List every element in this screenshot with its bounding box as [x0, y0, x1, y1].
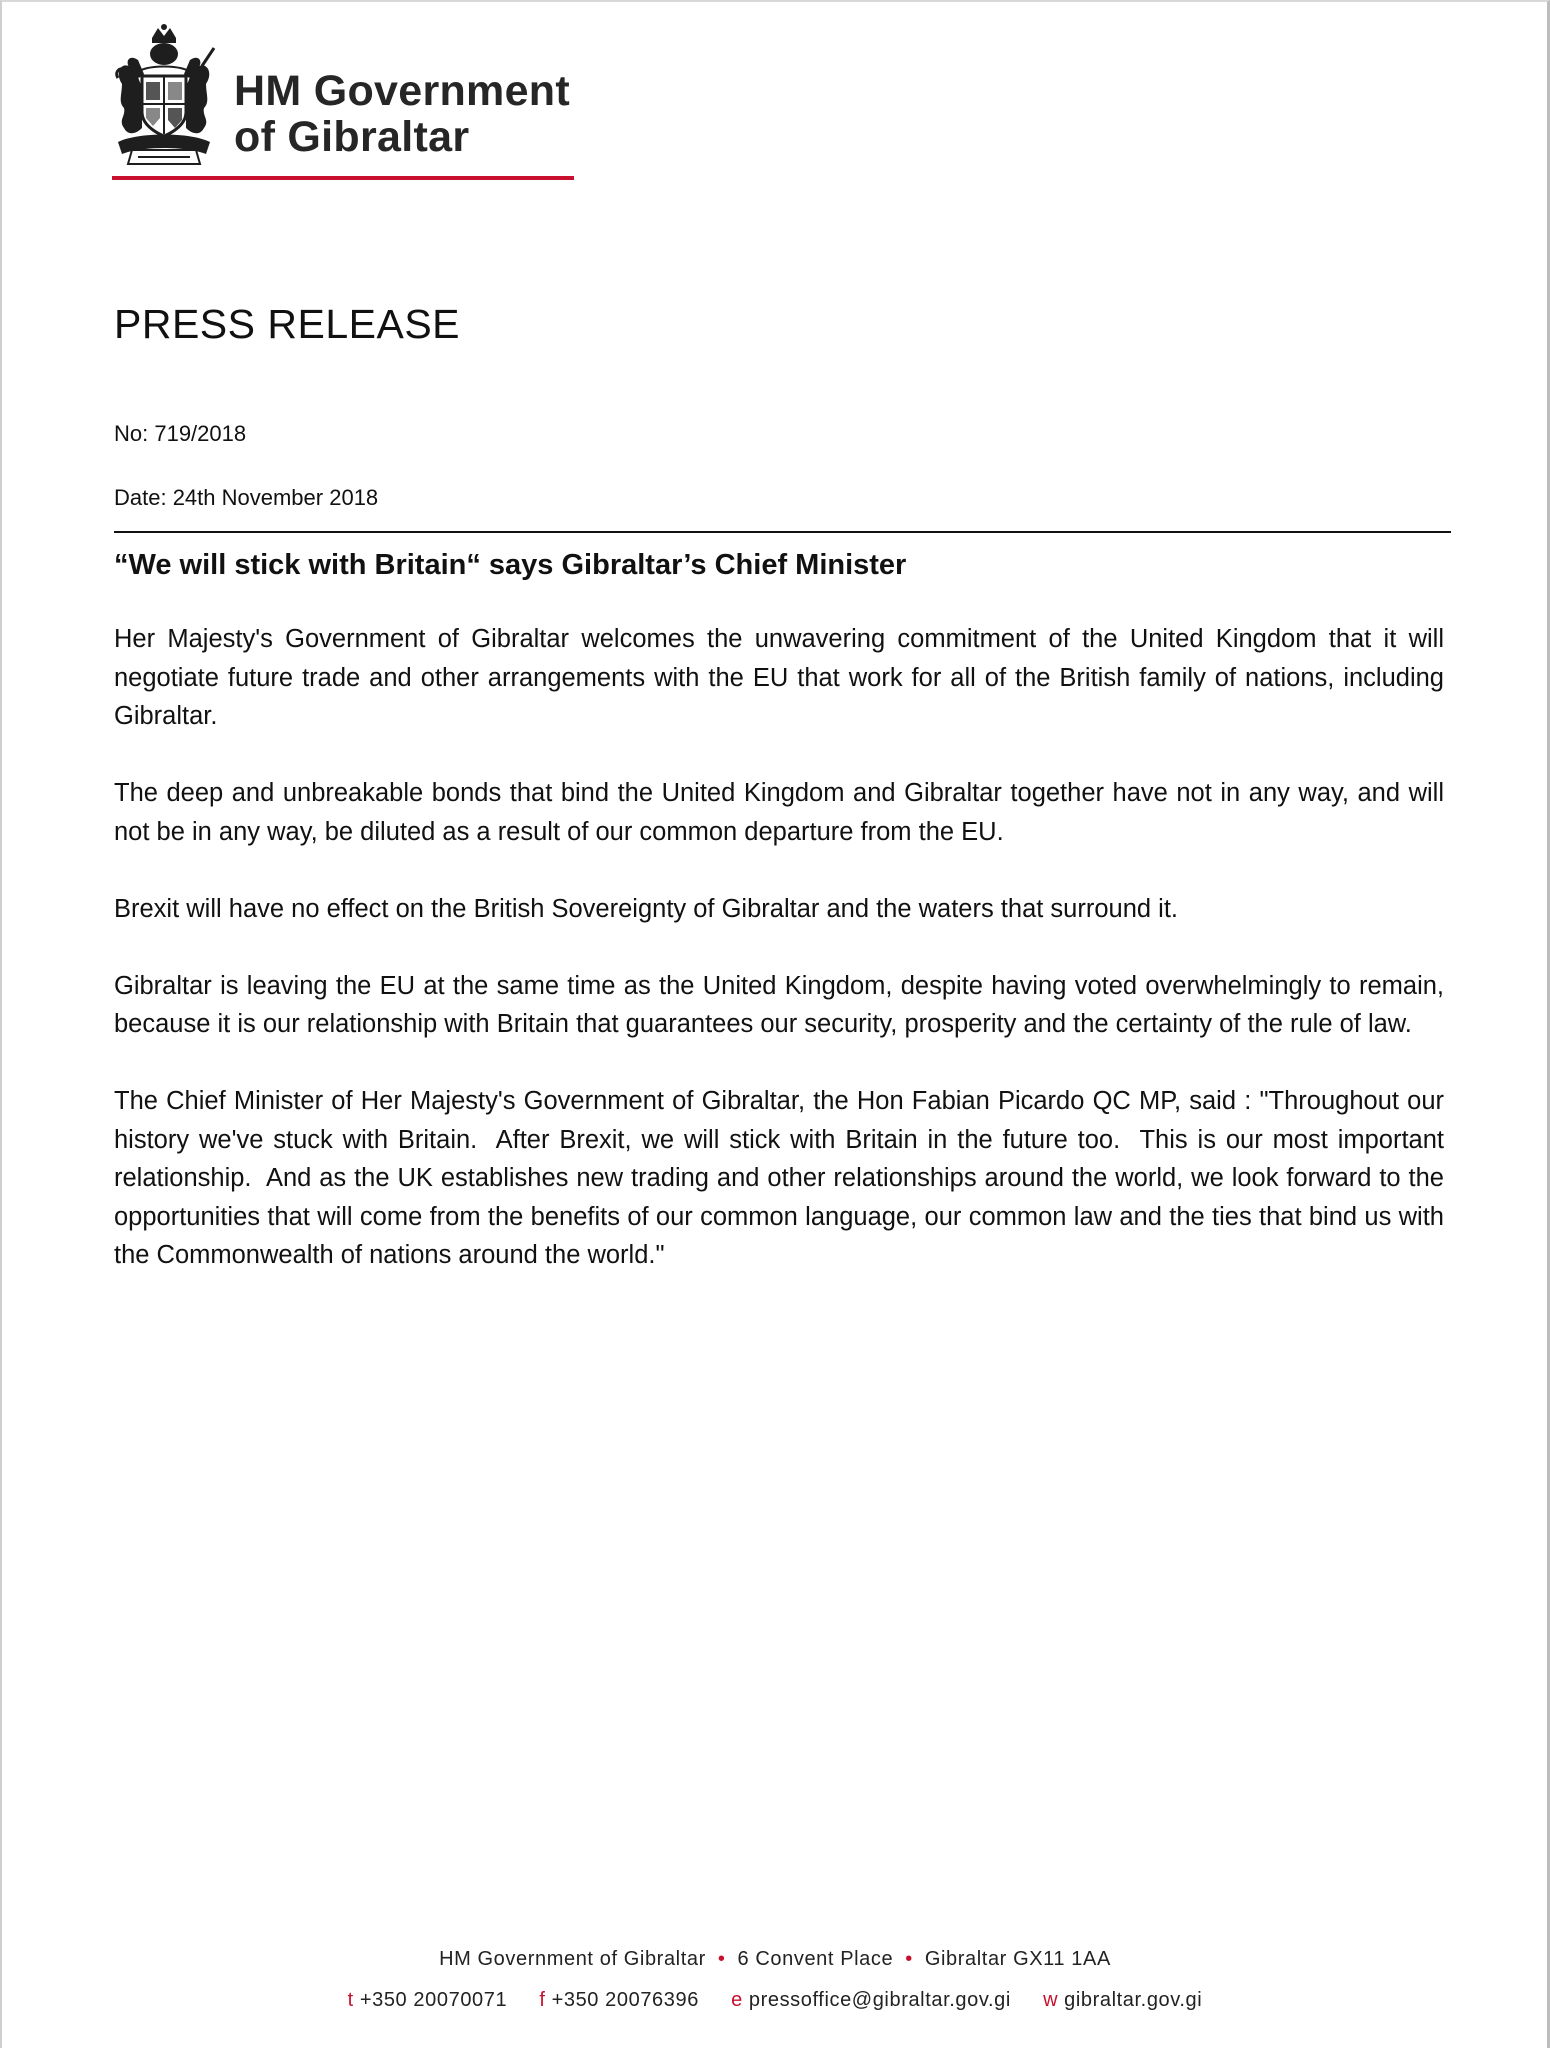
bullet-separator: • [717, 1948, 726, 1970]
release-body [114, 620, 1452, 1313]
title-divider [114, 531, 1451, 533]
footer-website-link[interactable]: gibraltar.gov.gi [1064, 1989, 1203, 2011]
release-title: “We will stick with Britain“ says Gibraltar’s Chief Minister [114, 549, 907, 581]
footer-street: 6 Convent Place [737, 1948, 894, 1970]
release-number: No: 719/2018 [114, 421, 247, 446]
footer-fax: +350 20076396 [551, 1989, 699, 2011]
footer-email-link[interactable]: pressoffice@gibraltar.gov.gi [748, 1989, 1011, 2011]
email-label: e [731, 1989, 743, 2011]
header-red-rule [112, 176, 574, 180]
org-name-line2: of Gibraltar [234, 113, 470, 161]
footer-postcode: Gibraltar GX11 1AA [924, 1948, 1111, 1970]
footer-contacts [0, 1987, 1550, 2013]
paragraph: Her Majesty's Government of Gibraltar welcomes the unwavering commitment of the United Kingdom that it will negotiate future trade and other arrangements with the EU that work for all of the British family of nations, including Gibraltar. [114, 625, 1444, 730]
phone-label: t [347, 1989, 354, 2011]
web-label: w [1043, 1989, 1059, 2011]
fax-label: f [539, 1989, 546, 2011]
footer-phone[interactable]: +350 20070071 [359, 1989, 508, 2011]
release-date: Date: 24th November 2018 [114, 485, 379, 510]
paragraph: Brexit will have no effect on the British Sovereignty of Gibraltar and the waters that surround it. [114, 894, 1178, 923]
paragraph: The Chief Minister of Her Majesty's Government of Gibraltar, the Hon Fabian Picardo QC MP, said : "Throughout our history we've stuck with Britain. After Brexit, we will stick with Britain in the future too. This is our most important relationship. And as the UK establishes new trading and other relationships around the world, we look forward to the opportunities that will come from the benefits of our common language, our common law and the ties that bind us with the Commonwealth of nations around the world." [114, 1087, 1452, 1269]
organisation-name [234, 68, 570, 160]
paragraph: The deep and unbreakable bonds that bind the United Kingdom and Gibraltar together have not in any way, and will not be in any way, be diluted as a result of our common departure from the EU. [114, 779, 1444, 846]
bullet-separator: • [905, 1948, 913, 1970]
org-name-line1: HM Government [234, 67, 570, 115]
press-release-heading: PRESS RELEASE [114, 301, 461, 347]
footer-org: HM Government of Gibraltar [439, 1948, 706, 1970]
paragraph: Gibraltar is leaving the EU at the same time as the United Kingdom, despite having voted overwhelmingly to remain, because it is our relationship with Britain that guarantees our security, prosperity and the certainty of the rule of law. [114, 971, 1444, 1038]
footer-address [0, 1946, 1550, 1972]
royal-coat-of-arms-icon [108, 24, 220, 172]
